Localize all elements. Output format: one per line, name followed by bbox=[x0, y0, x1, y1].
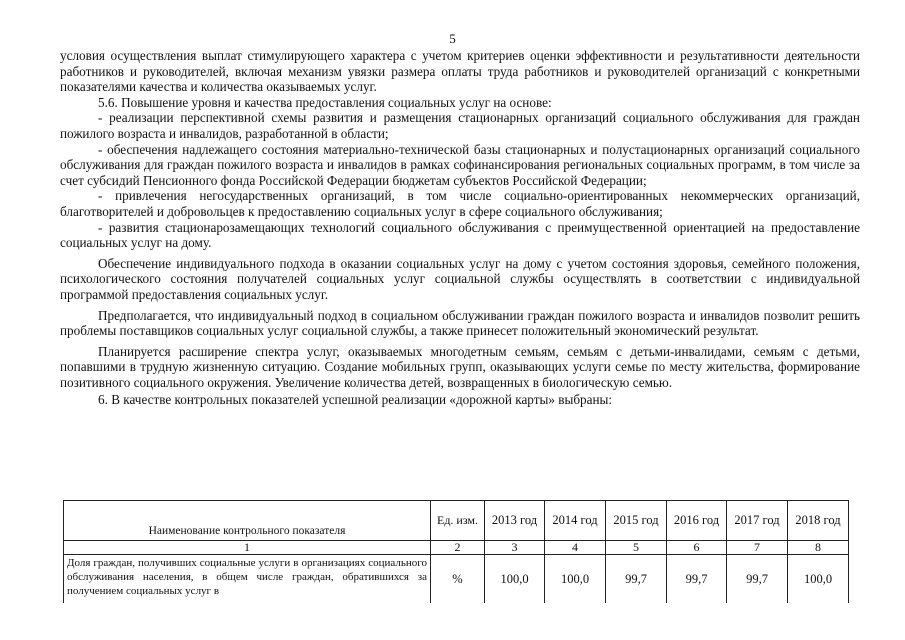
header-year-2017: 2017 год bbox=[727, 501, 788, 541]
header-year-2016: 2016 год bbox=[667, 501, 727, 541]
indicators-table bbox=[63, 500, 849, 603]
value-cell-2014: 100,0 bbox=[545, 555, 606, 604]
paragraph-expected-result: Предполагается, что индивидуальный подход в социальном обслуживании граждан пожилого возраста и инвалидов позволит решить проблемы поставщиков социальных услуг социальной службы, а также принесет положительный экономический результат. bbox=[60, 307, 860, 339]
column-number: 6 bbox=[667, 541, 727, 555]
table-header-row bbox=[64, 501, 849, 541]
value-cell-2013: 100,0 bbox=[485, 555, 545, 604]
table-column-number-row bbox=[64, 541, 849, 555]
paragraph-section-5-6: 5.6. Повышение уровня и качества предоставления социальных услуг на основе: bbox=[98, 94, 552, 110]
column-number: 7 bbox=[727, 541, 788, 555]
column-number: 1 bbox=[64, 541, 431, 555]
document-body bbox=[60, 48, 860, 408]
column-number: 3 bbox=[485, 541, 545, 555]
header-year-2018: 2018 год bbox=[788, 501, 849, 541]
paragraph-continuation: условия осуществления выплат стимулирующего характера с учетом критериев оценки эффективности и результативности деятельности работников и руководителей, включая механизм увязки размера оплаты труда работников и руководителей организаций с конкретными показателями качества и количества оказываемых услуг. bbox=[60, 48, 860, 95]
column-number: 8 bbox=[788, 541, 849, 555]
page-number: 5 bbox=[449, 31, 456, 46]
paragraph-individual-approach: Обеспечение индивидуального подхода в оказании социальных услуг на дому с учетом состояния здоровья, семейного положения, психологического состояния получателей социальных услуг социальной службы осуществлять в соответствии с индивидуальной программой предоставления социальных услуг. bbox=[60, 255, 860, 302]
list-item-4: - развития стационарозамещающих технологий социального обслуживания с преимущественной ориентацией на предоставление социальных услуг на дому. bbox=[60, 219, 860, 251]
paragraph-section-6: 6. В качестве контрольных показателей успешной реализации «дорожной карты» выбраны: bbox=[98, 392, 613, 408]
value-cell-2017: 99,7 bbox=[727, 555, 788, 604]
header-indicator-name: Наименование контрольного показателя bbox=[64, 501, 431, 541]
column-number: 2 bbox=[431, 541, 485, 555]
header-unit: Ед. изм. bbox=[431, 501, 485, 541]
column-number: 4 bbox=[545, 541, 606, 555]
column-number: 5 bbox=[606, 541, 667, 555]
value-cell-2016: 99,7 bbox=[667, 555, 727, 604]
paragraph-service-expansion: Планируется расширение спектра услуг, оказываемых многодетным семьям, семьям с детьми-инвалидами, семьям с детьми, попавшими в трудную жизненную ситуацию. Создание мобильных групп, оказывающих услуги семье по месту жительства, формирование позитивного социального окружения. Увеличение количества детей, возвращенных в биологическую семью. bbox=[60, 343, 860, 390]
list-item-1: - реализации перспективной схемы развития и размещения стационарных организаций социального обслуживания для граждан пожилого возраста и инвалидов, разработанной в области; bbox=[60, 110, 860, 141]
list-item-3: - привлечения негосударственных организаций, в том числе социально-ориентированных некоммерческих организаций, благотворителей и добровольцев к предоставлению социальных услуг в сфере социального обслуживания; bbox=[60, 188, 860, 219]
value-cell-2015: 99,7 bbox=[606, 555, 667, 604]
header-year-2014: 2014 год bbox=[545, 501, 606, 541]
table-row bbox=[64, 555, 849, 604]
unit-cell: % bbox=[431, 555, 485, 604]
list-item-2: - обеспечения надлежащего состояния материально-технической базы стационарных и полустационарных организаций социального обслуживания для граждан пожилого возраста и инвалидов в рамках софинансирования региональных социальных программ, в том числе за счет субсидий Пенсионного фонда Российской Федерации бюджетам субъектов Российской Федерации; bbox=[60, 141, 860, 188]
value-cell-2018: 100,0 bbox=[788, 555, 849, 604]
indicator-name-cell: Доля граждан, получивших социальные услуги в организациях социального обслуживания населения, в общем числе граждан, обратившихся за получением социальных услуг в bbox=[64, 555, 431, 604]
header-year-2013: 2013 год bbox=[485, 501, 545, 541]
header-year-2015: 2015 год bbox=[606, 501, 667, 541]
